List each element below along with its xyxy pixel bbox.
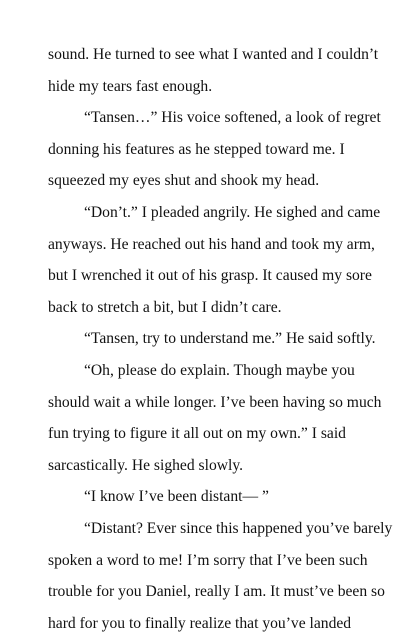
text-line: “I know I’ve been distant— ”: [84, 488, 269, 506]
text-line: hide my tears fast enough.: [48, 77, 213, 95]
text-line: should wait a while longer. I’ve been having so much: [48, 393, 382, 411]
text-line: sound. He turned to see what I wanted and I couldn’t: [48, 46, 379, 63]
text-line: “Don’t.” I pleaded angrily. He sighed and came: [84, 203, 381, 221]
text-line: anyways. He reached out his hand and took my arm,: [48, 235, 375, 253]
text-line: sarcastically. He sighed slowly.: [48, 456, 244, 474]
text-line: “Tansen, try to understand me.” He said softly.: [84, 330, 376, 348]
text-line: squeezed my eyes shut and shook my head.: [48, 172, 320, 190]
text-line: trouble for you Daniel, really I am. It must’ve been so: [48, 583, 385, 601]
text-line: “Oh, please do explain. Though maybe you: [84, 361, 355, 379]
text-line: hard for you to finally realize that you’ve landed: [48, 614, 352, 632]
text-line: back to stretch a bit, but I didn’t care.: [48, 298, 282, 316]
text-line: but I wrenched it out of his grasp. It caused my sore: [48, 267, 372, 285]
text-line: “Tansen…” His voice softened, a look of regret: [84, 109, 381, 127]
text-line: “Distant? Ever since this happened you’ve barely: [84, 519, 393, 537]
text-line: spoken a word to me! I’m sorry that I’ve been such: [48, 551, 368, 569]
text-line: fun trying to figure it all out on my own.” I said: [48, 425, 346, 443]
body-text: [48, 39, 393, 639]
text-line: donning his features as he stepped toward me. I: [48, 140, 345, 158]
